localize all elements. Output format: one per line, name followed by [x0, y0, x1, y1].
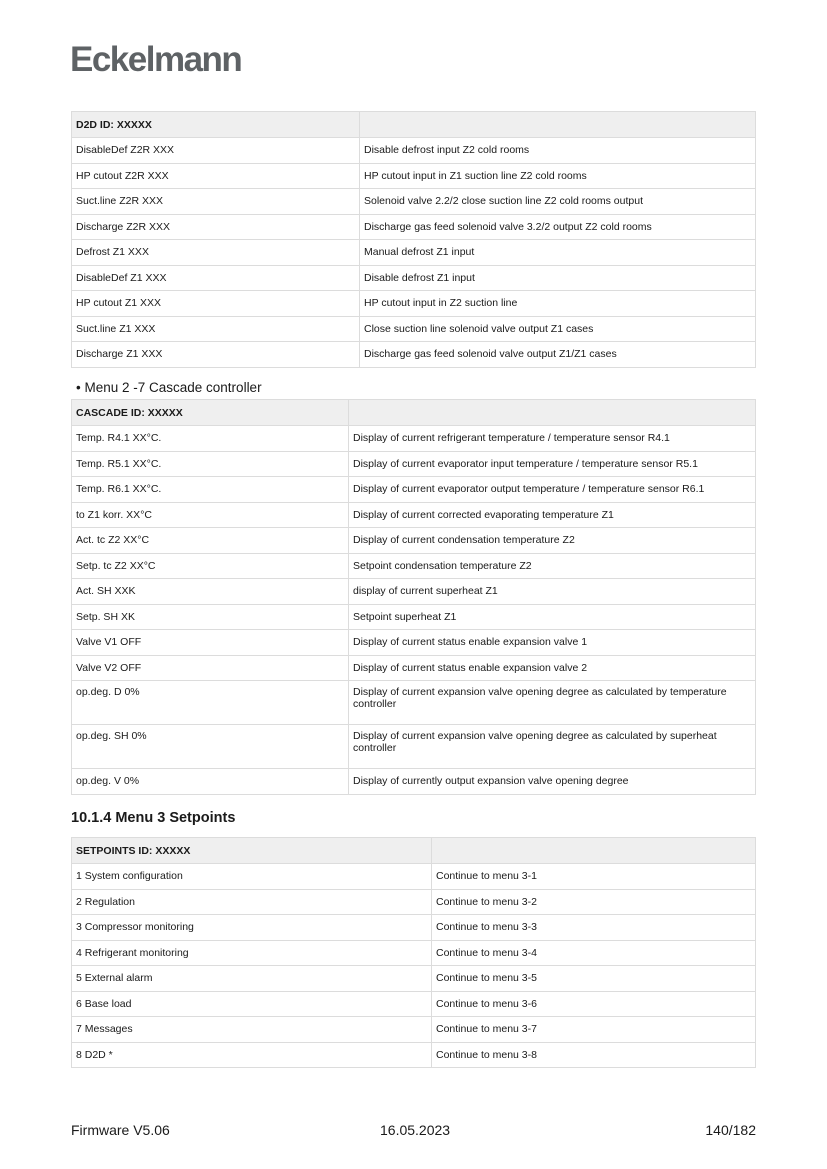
table-row	[72, 991, 756, 1017]
cascade-table	[71, 399, 756, 795]
table-row	[72, 1017, 756, 1043]
description-cell: Discharge gas feed solenoid valve 3.2/2 output Z2 cold rooms	[360, 214, 756, 240]
table-row	[72, 138, 756, 164]
parameter-cell: Temp. R6.1 XX°C.	[72, 477, 349, 503]
table-row	[72, 769, 756, 795]
parameter-cell: Setp. tc Z2 XX°C	[72, 553, 349, 579]
description-cell: Disable defrost input Z2 cold rooms	[360, 138, 756, 164]
table-header-empty	[349, 400, 756, 426]
parameter-cell: Setp. SH XK	[72, 604, 349, 630]
description-cell: Continue to menu 3-7	[432, 1017, 756, 1043]
parameter-cell: op.deg. D 0%	[72, 681, 349, 725]
table-row	[72, 426, 756, 452]
description-cell: Solenoid valve 2.2/2 close suction line Z2 cold rooms output	[360, 189, 756, 215]
table-row	[72, 630, 756, 656]
table-row	[72, 316, 756, 342]
table-header-row	[72, 400, 756, 426]
parameter-cell: to Z1 korr. XX°C	[72, 502, 349, 528]
parameter-cell: 1 System configuration	[72, 864, 432, 890]
footer-firmware: Firmware V5.06	[71, 1122, 170, 1138]
parameter-cell: Temp. R5.1 XX°C.	[72, 451, 349, 477]
description-cell: Setpoint condensation temperature Z2	[349, 553, 756, 579]
table-row	[72, 477, 756, 503]
parameter-cell: Suct.line Z2R XXX	[72, 189, 360, 215]
description-cell: Continue to menu 3-2	[432, 889, 756, 915]
table-row	[72, 451, 756, 477]
description-cell: Continue to menu 3-6	[432, 991, 756, 1017]
description-cell: Discharge gas feed solenoid valve output Z1/Z1 cases	[360, 342, 756, 368]
parameter-cell: Defrost Z1 XXX	[72, 240, 360, 266]
description-cell: Display of current evaporator input temperature / temperature sensor R5.1	[349, 451, 756, 477]
parameter-cell: DisableDef Z2R XXX	[72, 138, 360, 164]
description-cell: Display of currently output expansion valve opening degree	[349, 769, 756, 795]
parameter-cell: 2 Regulation	[72, 889, 432, 915]
table-row	[72, 502, 756, 528]
eckelmann-logo: Eckelmann	[70, 40, 242, 79]
table-row	[72, 528, 756, 554]
description-cell: HP cutout input in Z1 suction line Z2 cold rooms	[360, 163, 756, 189]
description-cell: Display of current refrigerant temperature / temperature sensor R4.1	[349, 426, 756, 452]
description-cell: Display of current expansion valve opening degree as calculated by temperature controller	[349, 681, 756, 725]
setpoints-table	[71, 837, 756, 1068]
cascade-bullet: • Menu 2 -7 Cascade controller	[76, 380, 262, 395]
parameter-cell: 8 D2D *	[72, 1042, 432, 1068]
table-row	[72, 655, 756, 681]
description-cell: Display of current corrected evaporating temperature Z1	[349, 502, 756, 528]
description-cell: Display of current status enable expansion valve 1	[349, 630, 756, 656]
parameter-cell: HP cutout Z2R XXX	[72, 163, 360, 189]
table-row	[72, 189, 756, 215]
table-header-empty	[432, 838, 756, 864]
parameter-cell: op.deg. V 0%	[72, 769, 349, 795]
table-row	[72, 553, 756, 579]
description-cell: Disable defrost Z1 input	[360, 265, 756, 291]
description-cell: display of current superheat Z1	[349, 579, 756, 605]
table-row	[72, 915, 756, 941]
description-cell: Display of current status enable expansion valve 2	[349, 655, 756, 681]
parameter-cell: Act. SH XXK	[72, 579, 349, 605]
table-row	[72, 579, 756, 605]
description-cell: Display of current evaporator output temperature / temperature sensor R6.1	[349, 477, 756, 503]
parameter-cell: Act. tc Z2 XX°C	[72, 528, 349, 554]
table-row	[72, 163, 756, 189]
description-cell: Display of current condensation temperature Z2	[349, 528, 756, 554]
parameter-cell: DisableDef Z1 XXX	[72, 265, 360, 291]
parameter-cell: Suct.line Z1 XXX	[72, 316, 360, 342]
description-cell: Close suction line solenoid valve output Z1 cases	[360, 316, 756, 342]
table-row	[72, 1042, 756, 1068]
parameter-cell: 3 Compressor monitoring	[72, 915, 432, 941]
section-heading: 10.1.4 Menu 3 Setpoints	[71, 810, 236, 826]
description-cell: Continue to menu 3-3	[432, 915, 756, 941]
table-row	[72, 604, 756, 630]
table-row	[72, 940, 756, 966]
table-row	[72, 864, 756, 890]
table-row	[72, 240, 756, 266]
parameter-cell: op.deg. SH 0%	[72, 725, 349, 769]
parameter-cell: Discharge Z2R XXX	[72, 214, 360, 240]
parameter-cell: Discharge Z1 XXX	[72, 342, 360, 368]
table-row	[72, 214, 756, 240]
table-header-empty	[360, 112, 756, 138]
table-header-row	[72, 112, 756, 138]
parameter-cell: Valve V2 OFF	[72, 655, 349, 681]
description-cell: Setpoint superheat Z1	[349, 604, 756, 630]
parameter-cell: 6 Base load	[72, 991, 432, 1017]
description-cell: Continue to menu 3-5	[432, 966, 756, 992]
table-header-cell: CASCADE ID: XXXXX	[72, 400, 349, 426]
description-cell: Display of current expansion valve opening degree as calculated by superheat controller	[349, 725, 756, 769]
table-row	[72, 342, 756, 368]
parameter-cell: 5 External alarm	[72, 966, 432, 992]
table-row	[72, 725, 756, 769]
footer-page-number: 140/182	[705, 1122, 756, 1138]
description-cell: Continue to menu 3-1	[432, 864, 756, 890]
table-header-cell: SETPOINTS ID: XXXXX	[72, 838, 432, 864]
table-row	[72, 265, 756, 291]
table-row	[72, 681, 756, 725]
footer-date: 16.05.2023	[380, 1122, 451, 1138]
parameter-cell: 7 Messages	[72, 1017, 432, 1043]
description-cell: Continue to menu 3-8	[432, 1042, 756, 1068]
table-row	[72, 291, 756, 317]
table-header-cell: D2D ID: XXXXX	[72, 112, 360, 138]
table-row	[72, 966, 756, 992]
description-cell: Manual defrost Z1 input	[360, 240, 756, 266]
description-cell: HP cutout input in Z2 suction line	[360, 291, 756, 317]
parameter-cell: 4 Refrigerant monitoring	[72, 940, 432, 966]
description-cell: Continue to menu 3-4	[432, 940, 756, 966]
parameter-cell: Temp. R4.1 XX°C.	[72, 426, 349, 452]
parameter-cell: Valve V1 OFF	[72, 630, 349, 656]
table-row	[72, 889, 756, 915]
parameter-cell: HP cutout Z1 XXX	[72, 291, 360, 317]
d2d-table	[71, 111, 756, 368]
table-header-row	[72, 838, 756, 864]
